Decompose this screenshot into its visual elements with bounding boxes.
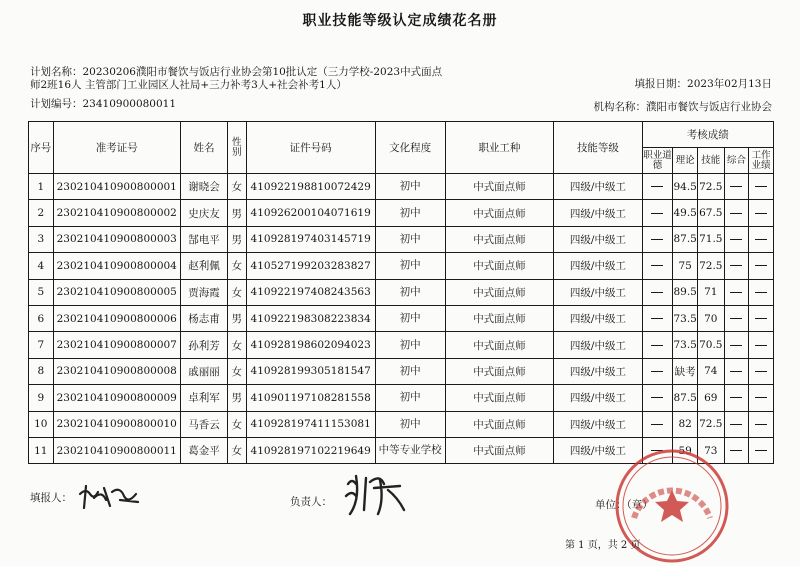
skill-score-cell: 70.5 xyxy=(697,332,724,358)
seq-cell: 3 xyxy=(29,226,54,252)
gender-cell: 女 xyxy=(228,253,246,279)
name-cell: 赵利佩 xyxy=(180,253,227,279)
comprehensive-cell xyxy=(724,279,749,305)
occupation-cell: 中式面点师 xyxy=(445,226,554,252)
exam-no-cell: 230210410900800008 xyxy=(53,358,180,384)
gender-cell: 男 xyxy=(228,226,246,252)
table-body xyxy=(29,174,774,464)
table-header xyxy=(29,122,774,174)
gender-cell: 男 xyxy=(228,305,246,331)
header-work: 工作业绩 xyxy=(749,148,774,174)
ethics-cell xyxy=(642,411,673,437)
gender-cell: 女 xyxy=(228,332,246,358)
header-education: 文化程度 xyxy=(375,122,445,174)
skill-score-cell: 69 xyxy=(697,385,724,411)
education-cell: 中等专业学校 xyxy=(375,437,445,463)
name-cell: 孙利芳 xyxy=(180,332,227,358)
table-row xyxy=(29,305,774,331)
name-cell: 史庆友 xyxy=(180,200,227,226)
seq-cell: 10 xyxy=(29,411,54,437)
comprehensive-cell xyxy=(724,226,749,252)
id-no-cell: 410928199305181547 xyxy=(246,358,375,384)
header-theory: 理论 xyxy=(673,148,698,174)
occupation-cell: 中式面点师 xyxy=(445,332,554,358)
header-scores: 考核成绩 xyxy=(642,122,773,148)
skill-score-cell: 72.5 xyxy=(697,174,724,200)
gender-cell: 男 xyxy=(228,200,246,226)
table-row xyxy=(29,358,774,384)
id-no-cell: 410928197411153081 xyxy=(246,411,375,437)
exam-no-cell: 230210410900800003 xyxy=(53,226,180,252)
seq-cell: 8 xyxy=(29,358,54,384)
id-no-cell: 410928197102219649 xyxy=(246,437,375,463)
work-cell xyxy=(749,226,774,252)
work-cell xyxy=(749,358,774,384)
table-row xyxy=(29,411,774,437)
responsible-signature xyxy=(340,470,410,518)
occupation-cell: 中式面点师 xyxy=(445,358,554,384)
comprehensive-cell xyxy=(724,305,749,331)
work-cell xyxy=(749,174,774,200)
work-cell xyxy=(749,437,774,463)
level-cell: 四级/中级工 xyxy=(554,332,642,358)
education-cell: 初中 xyxy=(375,358,445,384)
id-no-cell: 410922198810072429 xyxy=(246,174,375,200)
seq-cell: 1 xyxy=(29,174,54,200)
level-cell: 四级/中级工 xyxy=(554,411,642,437)
gender-cell: 女 xyxy=(228,174,246,200)
header-gender: 性别 xyxy=(228,122,246,174)
ethics-cell xyxy=(642,200,673,226)
work-cell xyxy=(749,305,774,331)
comprehensive-cell xyxy=(724,358,749,384)
gender-cell: 男 xyxy=(228,385,246,411)
name-cell: 马香云 xyxy=(180,411,227,437)
header-comprehensive: 综合 xyxy=(724,148,749,174)
organization-name: 机构名称：濮阳市餐饮与饭店行业协会 xyxy=(593,101,772,113)
header-level: 技能等级 xyxy=(554,122,642,174)
education-cell: 初中 xyxy=(375,305,445,331)
ethics-cell xyxy=(642,279,673,305)
theory-score-cell: 49.5 xyxy=(673,200,698,226)
header-seq: 序号 xyxy=(29,122,54,174)
table-row xyxy=(29,253,774,279)
education-cell: 初中 xyxy=(375,200,445,226)
ethics-cell xyxy=(642,385,673,411)
plan-name: 计划名称：20230206濮阳市餐饮与饭店行业协会第10批认定（三力学校-2023中式面点师2班16人 主管部门工业园区人社局+三力补考3人+社会补考1人） xyxy=(30,66,443,91)
seq-cell: 9 xyxy=(29,385,54,411)
level-cell: 四级/中级工 xyxy=(554,174,642,200)
occupation-cell: 中式面点师 xyxy=(445,411,554,437)
score-roster-table xyxy=(28,121,774,464)
exam-no-cell: 230210410900800010 xyxy=(53,411,180,437)
id-no-cell: 410527199203283827 xyxy=(246,253,375,279)
occupation-cell: 中式面点师 xyxy=(445,305,554,331)
table-row xyxy=(29,385,774,411)
fill-date: 填报日期：2023年02月13日 xyxy=(634,78,772,90)
level-cell: 四级/中级工 xyxy=(554,385,642,411)
ethics-cell xyxy=(642,358,673,384)
seq-cell: 4 xyxy=(29,253,54,279)
header-id-no: 证件号码 xyxy=(246,122,375,174)
comprehensive-cell xyxy=(724,253,749,279)
exam-no-cell: 230210410900800007 xyxy=(53,332,180,358)
id-no-cell: 410922198308223834 xyxy=(246,305,375,331)
comprehensive-cell xyxy=(724,385,749,411)
theory-score-cell: 82 xyxy=(673,411,698,437)
comprehensive-cell xyxy=(724,332,749,358)
skill-score-cell: 71 xyxy=(697,279,724,305)
exam-no-cell: 230210410900800009 xyxy=(53,385,180,411)
table-row xyxy=(29,200,774,226)
table-row xyxy=(29,226,774,252)
id-no-cell: 410901197108281558 xyxy=(246,385,375,411)
level-cell: 四级/中级工 xyxy=(554,437,642,463)
theory-score-cell: 87.5 xyxy=(673,385,698,411)
skill-score-cell: 71.5 xyxy=(697,226,724,252)
skill-score-cell: 72.5 xyxy=(697,253,724,279)
header-exam-no: 准考证号 xyxy=(53,122,180,174)
theory-score-cell: 75 xyxy=(673,253,698,279)
ethics-cell xyxy=(642,226,673,252)
level-cell: 四级/中级工 xyxy=(554,200,642,226)
work-cell xyxy=(749,279,774,305)
level-cell: 四级/中级工 xyxy=(554,253,642,279)
level-cell: 四级/中级工 xyxy=(554,358,642,384)
gender-cell: 女 xyxy=(228,411,246,437)
name-cell: 杨志甫 xyxy=(180,305,227,331)
ethics-cell xyxy=(642,174,673,200)
filler-signature xyxy=(76,482,146,512)
plan-code: 计划编号：23410900080011 xyxy=(30,98,177,110)
theory-score-cell: 73.5 xyxy=(673,332,698,358)
level-cell: 四级/中级工 xyxy=(554,279,642,305)
header-skill: 技能 xyxy=(697,148,724,174)
page-indicator: 第 1 页，共 2 页 xyxy=(565,540,641,551)
seq-cell: 6 xyxy=(29,305,54,331)
comprehensive-cell xyxy=(724,200,749,226)
ethics-cell xyxy=(642,332,673,358)
work-cell xyxy=(749,411,774,437)
id-no-cell: 410926200104071619 xyxy=(246,200,375,226)
document-title: 职业技能等级认定成绩花名册 xyxy=(302,13,498,29)
responsible-label: 负责人： xyxy=(290,496,332,508)
header-name: 姓名 xyxy=(180,122,227,174)
education-cell: 初中 xyxy=(375,332,445,358)
seq-cell: 5 xyxy=(29,279,54,305)
comprehensive-cell xyxy=(724,411,749,437)
seq-cell: 2 xyxy=(29,200,54,226)
gender-cell: 女 xyxy=(228,358,246,384)
seq-cell: 11 xyxy=(29,437,54,463)
gender-cell: 女 xyxy=(228,437,246,463)
occupation-cell: 中式面点师 xyxy=(445,174,554,200)
ethics-cell xyxy=(642,253,673,279)
table-row xyxy=(29,332,774,358)
occupation-cell: 中式面点师 xyxy=(445,385,554,411)
theory-score-cell: 94.5 xyxy=(673,174,698,200)
skill-score-cell: 67.5 xyxy=(697,200,724,226)
comprehensive-cell xyxy=(724,174,749,200)
name-cell: 戚丽丽 xyxy=(180,358,227,384)
work-cell xyxy=(749,332,774,358)
work-cell xyxy=(749,385,774,411)
exam-no-cell: 230210410900800002 xyxy=(53,200,180,226)
occupation-cell: 中式面点师 xyxy=(445,200,554,226)
theory-score-cell: 89.5 xyxy=(673,279,698,305)
theory-score-cell: 73.5 xyxy=(673,305,698,331)
exam-no-cell: 230210410900800001 xyxy=(53,174,180,200)
exam-no-cell: 230210410900800004 xyxy=(53,253,180,279)
filler-label: 填报人： xyxy=(30,492,72,504)
header-ethics: 职业道德 xyxy=(642,148,673,174)
skill-score-cell: 74 xyxy=(697,358,724,384)
theory-score-cell: 缺考 xyxy=(673,358,698,384)
name-cell: 贾海霞 xyxy=(180,279,227,305)
name-cell: 郜电平 xyxy=(180,226,227,252)
theory-score-cell: 87.5 xyxy=(673,226,698,252)
occupation-cell: 中式面点师 xyxy=(445,437,554,463)
education-cell: 初中 xyxy=(375,385,445,411)
name-cell: 葛金平 xyxy=(180,437,227,463)
table-row xyxy=(29,174,774,200)
name-cell: 谢晓会 xyxy=(180,174,227,200)
header-occupation: 职业工种 xyxy=(445,122,554,174)
education-cell: 初中 xyxy=(375,411,445,437)
education-cell: 初中 xyxy=(375,253,445,279)
id-no-cell: 410928198602094023 xyxy=(246,332,375,358)
level-cell: 四级/中级工 xyxy=(554,226,642,252)
education-cell: 初中 xyxy=(375,174,445,200)
table-row xyxy=(29,279,774,305)
name-cell: 卓利军 xyxy=(180,385,227,411)
skill-score-cell: 70 xyxy=(697,305,724,331)
occupation-cell: 中式面点师 xyxy=(445,279,554,305)
id-no-cell: 410928197403145719 xyxy=(246,226,375,252)
occupation-cell: 中式面点师 xyxy=(445,253,554,279)
id-no-cell: 410922197408243563 xyxy=(246,279,375,305)
exam-no-cell: 230210410900800006 xyxy=(53,305,180,331)
skill-score-cell: 73 xyxy=(697,437,724,463)
education-cell: 初中 xyxy=(375,279,445,305)
unit-seal-label: 单位：（章） xyxy=(595,499,653,511)
level-cell: 四级/中级工 xyxy=(554,305,642,331)
work-cell xyxy=(749,200,774,226)
exam-no-cell: 230210410900800011 xyxy=(53,437,180,463)
education-cell: 初中 xyxy=(375,226,445,252)
gender-cell: 女 xyxy=(228,279,246,305)
seq-cell: 7 xyxy=(29,332,54,358)
ethics-cell xyxy=(642,305,673,331)
work-cell xyxy=(749,253,774,279)
theory-score-cell: 59 xyxy=(673,437,698,463)
exam-no-cell: 230210410900800005 xyxy=(53,279,180,305)
skill-score-cell: 72.5 xyxy=(697,411,724,437)
